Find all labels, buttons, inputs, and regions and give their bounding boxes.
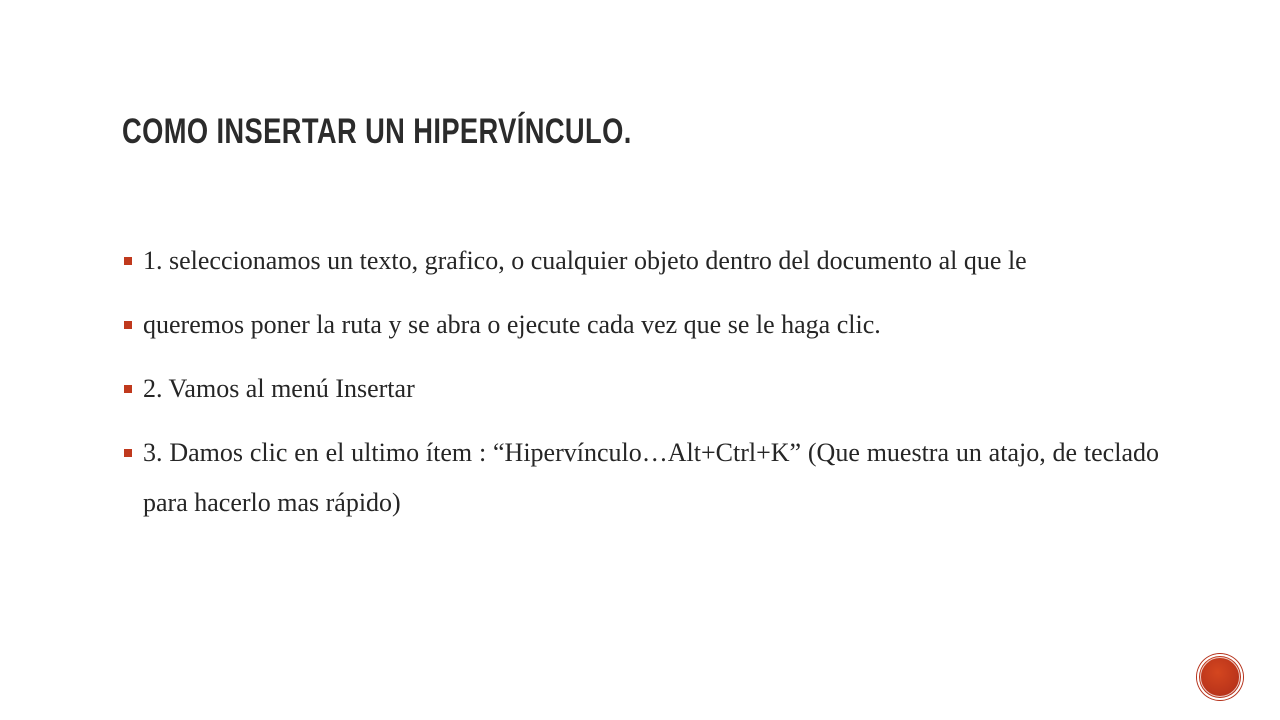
bullet-item-1 bbox=[122, 236, 1159, 286]
bullet-item-2 bbox=[122, 300, 1159, 350]
bullet-item-4 bbox=[122, 428, 1159, 528]
bullet-text: queremos poner la ruta y se abra o ejecute cada vez que se le haga clic. bbox=[143, 310, 881, 339]
circle-ring-icon bbox=[1200, 657, 1240, 697]
slide-number-circle bbox=[1197, 654, 1243, 700]
square-bullet-icon bbox=[124, 321, 132, 329]
bullet-text: 2. Vamos al menú Insertar bbox=[143, 374, 415, 403]
bullet-list bbox=[122, 236, 1159, 542]
bullet-text: 1. seleccionamos un texto, grafico, o cualquier objeto dentro del documento al que le bbox=[143, 246, 1027, 275]
bullet-item-3 bbox=[122, 364, 1159, 414]
square-bullet-icon bbox=[124, 257, 132, 265]
bullet-text: 3. Damos clic en el ultimo ítem : “Hipervínculo…Alt+Ctrl+K” (Que muestra un atajo, de teclado para hacerlo mas rápido) bbox=[143, 438, 1159, 517]
slide-title: COMO INSERTAR UN HIPERVÍNCULO. bbox=[122, 112, 632, 151]
square-bullet-icon bbox=[124, 385, 132, 393]
square-bullet-icon bbox=[124, 449, 132, 457]
